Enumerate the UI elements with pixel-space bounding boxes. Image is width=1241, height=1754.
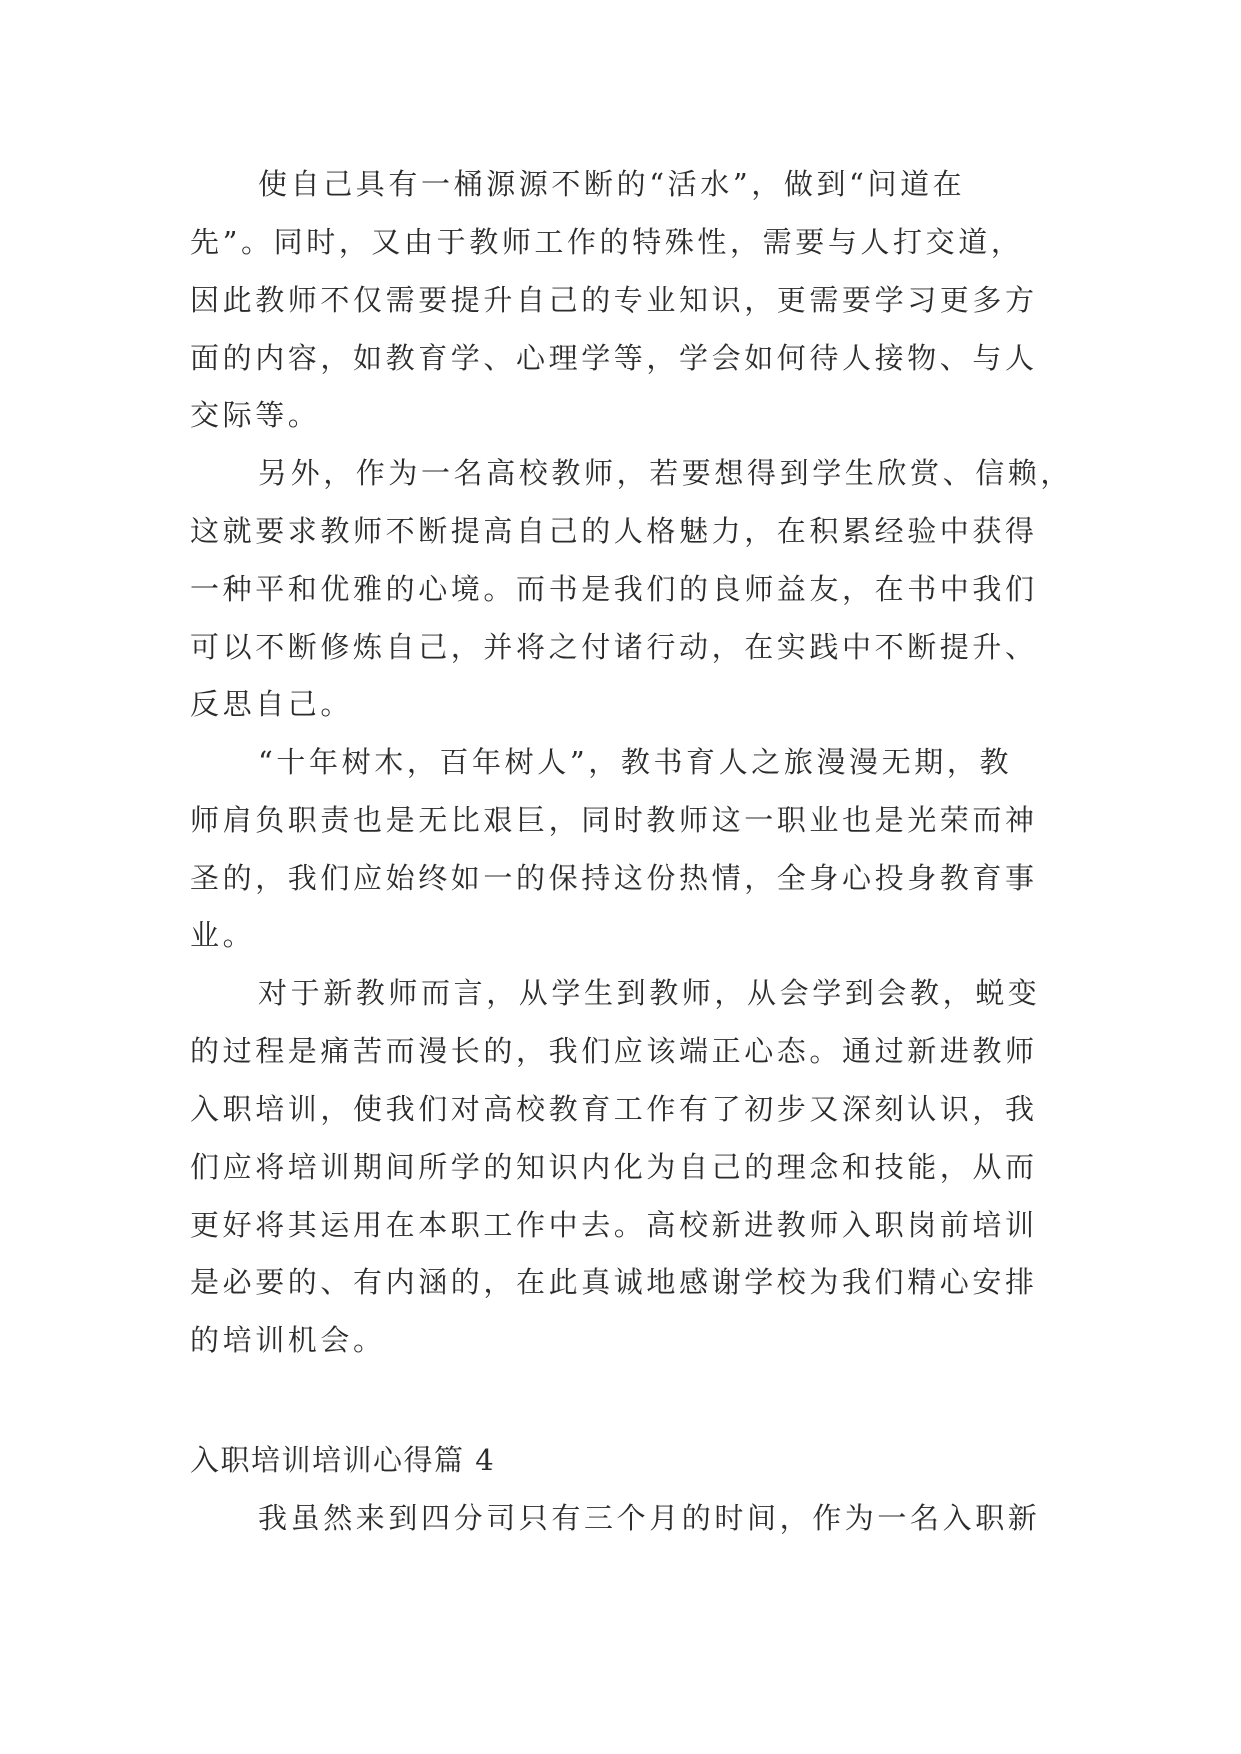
paragraph-line: 是必要的、有内涵的，在此真诚地感谢学校为我们精心安排	[190, 1265, 1038, 1299]
paragraph-line: 入职培训，使我们对高校教育工作有了初步又深刻认识，我	[190, 1092, 1038, 1126]
paragraph-line: 的培训机会。	[190, 1323, 386, 1357]
paragraph-line: 交际等。	[190, 398, 321, 432]
paragraph-line: 圣的，我们应始终如一的保持这份热情，全身心投身教育事	[190, 861, 1038, 895]
paragraph-line: 这就要求教师不断提高自己的人格魅力，在积累经验中获得	[190, 514, 1038, 548]
paragraph-line: 因此教师不仅需要提升自己的专业知识，更需要学习更多方	[190, 283, 1038, 317]
paragraph-line: 使自己具有一桶源源不断的“活水”，做到“问道在	[258, 167, 966, 201]
paragraph-line: 我虽然来到四分司只有三个月的时间，作为一名入职新	[258, 1501, 1041, 1535]
paragraph-line: 先”。同时，又由于教师工作的特殊性，需要与人打交道，	[190, 225, 1024, 259]
paragraph-line: 更好将其运用在本职工作中去。高校新进教师入职岗前培训	[190, 1208, 1038, 1242]
paragraph-line: 可以不断修炼自己，并将之付诸行动，在实践中不断提升、	[190, 630, 1038, 664]
paragraph-line: 们应将培训期间所学的知识内化为自己的理念和技能，从而	[190, 1150, 1038, 1184]
paragraph-line: 业。	[190, 918, 256, 952]
paragraph-line: 的过程是痛苦而漫长的，我们应该端正心态。通过新进教师	[190, 1034, 1038, 1068]
paragraph-line: 另外，作为一名高校教师，若要想得到学生欣赏、信赖，	[258, 456, 1074, 490]
paragraph-line: “十年树木，百年树人”，教书育人之旅漫漫无期，教	[258, 745, 1013, 779]
paragraph-line: 面的内容，如教育学、心理学等，学会如何待人接物、与人	[190, 341, 1038, 375]
section-heading: 入职培训培训心得篇 4	[190, 1443, 496, 1477]
paragraph-line: 对于新教师而言，从学生到教师，从会学到会教，蜕变	[258, 976, 1041, 1010]
paragraph-line: 一种平和优雅的心境。而书是我们的良师益友，在书中我们	[190, 572, 1038, 606]
paragraph-line: 师肩负职责也是无比艰巨，同时教师这一职业也是光荣而神	[190, 803, 1038, 837]
paragraph-line: 反思自己。	[190, 687, 354, 721]
